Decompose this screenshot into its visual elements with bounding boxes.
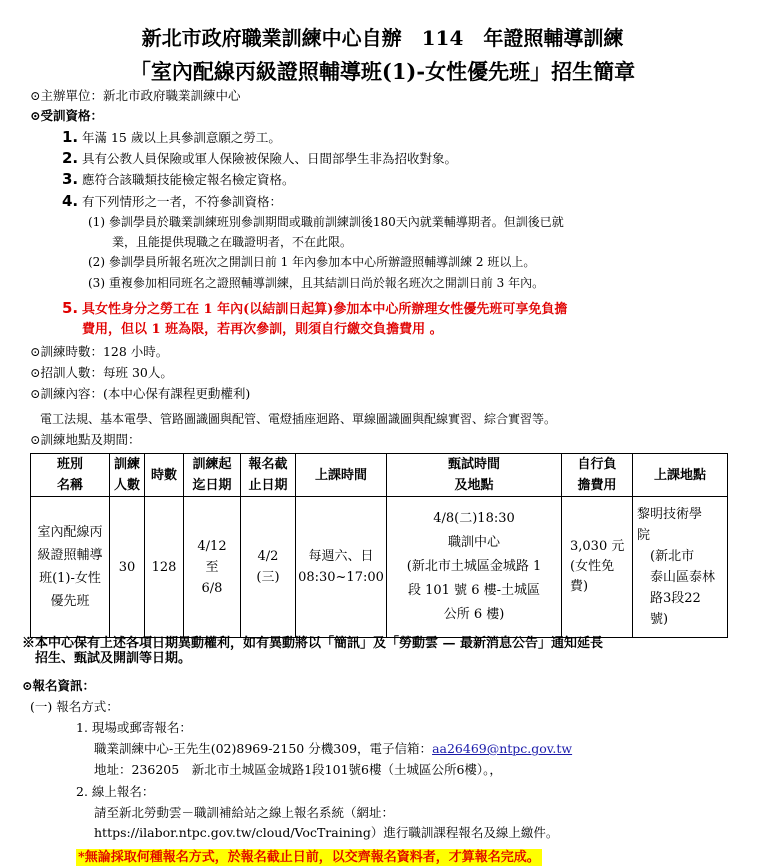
date-change-note-1: ※本中心保有上述各項日期異動權利，如有異動將以「簡訊」及「勞動雲 — 最新消息公告」通知延長 (22, 636, 604, 651)
cell-hours: 128 (145, 497, 184, 638)
eligibility-item-1 (62, 127, 281, 148)
item-number: 3. (62, 170, 79, 188)
location-heading: ⊙訓練地點及期間： (30, 432, 141, 447)
cell-people: 30 (110, 497, 145, 638)
registration-heading: ⊙報名資訊： (22, 678, 95, 693)
eligibility-item-2 (62, 148, 457, 169)
col-deadline: 報名截 止日期 (241, 454, 296, 497)
item-5-line-1: 具女性身分之勞工在 1 年內(以結訓日起算)參加本中心所辦理女性優先班可享免負擔 (82, 302, 568, 317)
item-text: 年滿 15 歲以上具參訓意願之勞工。 (82, 130, 281, 145)
col-people: 訓練 人數 (110, 454, 145, 497)
col-exam: 甄試時間 及地點 (387, 454, 562, 497)
item-number: 1. (62, 128, 79, 146)
online-url-line[interactable]: https://ilabor.ntpc.gov.tw/cloud/VocTraining）進行職訓課程報名及線上繳件。 (94, 825, 559, 840)
address-line: 地址：236205 新北市土城區金城路1段101號6樓（土城區公所6樓）。， (94, 762, 502, 777)
eligibility-item-5 (62, 298, 567, 320)
item-number: 4. (62, 192, 79, 210)
eligibility-item-3 (62, 169, 295, 190)
cell-fee: 3,030 元 (女性免 費) (562, 497, 633, 638)
item-5-line-2: 費用，但以 1 班為限，若再次參訓，則須自行繳交負擔費用 。 (82, 322, 443, 337)
item-number: 2. (62, 149, 79, 167)
sub-rule-1a: (1) 參訓學員於職業訓練班別參訓期間或職前訓練訓後180天內就業輔導期者。但訓後已就 (88, 215, 564, 229)
sub-rule-1b: 業，且能提供現職之在職證明者，不在此限。 (112, 235, 353, 249)
contact-text: 職業訓練中心-王先生(02)8969-2150 分機309，電子信箱： (94, 741, 433, 756)
col-class-time: 上課時間 (296, 454, 387, 497)
col-hours: 時數 (145, 454, 184, 497)
course-table (30, 453, 728, 638)
content-text: 電工法規、基本電學、管路圖識圖與配管、電燈插座迴路、單線圖識圖與配線實習、綜合實習等。 (40, 412, 557, 426)
eligibility-item-4 (62, 191, 282, 212)
online-line-1: 請至新北勞動雲－職訓補給站之線上報名系統（網址： (94, 805, 395, 820)
date-change-note-2: 招生、甄試及開訓等日期。 (22, 651, 192, 666)
item-text: 具有公教人員保險或軍人保險被保險人、日間部學生非為招收對象。 (82, 151, 458, 166)
cell-class-time: 每週六、日 08:30~17:00 (296, 497, 387, 638)
contact-line (94, 739, 572, 759)
sub-rule-2: (2) 參訓學員所報名班次之開訓日前 1 年內參加本中心所辦證照輔導訓練 2 班以上。 (88, 255, 536, 269)
training-hours: ⊙訓練時數：128 小時。 (30, 344, 169, 359)
eligibility-heading: ⊙受訓資格： (30, 108, 103, 123)
table-row (31, 497, 728, 638)
item-number: 5. (62, 299, 79, 317)
enrollment-count: ⊙招訓人數：每班 30人。 (30, 365, 173, 380)
col-class-name: 班別 名稱 (31, 454, 110, 497)
title-line-2: 「室內配線丙級證照輔導班(1)-女性優先班」招生簡章 (129, 59, 636, 84)
title-line-1: 新北市政府職業訓練中心自辦 114 年證照輔導訓練 (141, 26, 624, 50)
col-fee: 自行負 擔費用 (562, 454, 633, 497)
cell-exam: 4/8(二)18:30 職訓中心 (新北市土城區金城路 1 段 101 號 6 樓-土城區 公所 6 樓) (387, 497, 562, 638)
cell-class-name: 室內配線丙級證照輔導班(1)-女性優先班 (31, 497, 110, 638)
item-text: 應符合該職類技能檢定報名檢定資格。 (82, 172, 295, 187)
item-text: 有下列情形之一者，不符參訓資格： (82, 194, 283, 209)
cell-dates: 4/12 至 6/8 (184, 497, 241, 638)
col-dates: 訓練起 迄日期 (184, 454, 241, 497)
online-registration-title: 2. 線上報名： (76, 784, 155, 799)
col-place: 上課地點 (633, 454, 728, 497)
content-heading: ⊙訓練內容：(本中心保有課程更動權利) (30, 386, 251, 401)
registration-warning (76, 846, 542, 865)
onsite-registration-title: 1. 現場或郵寄報名： (76, 720, 192, 735)
cell-place: 黎明技術學 院 (新北市 泰山區泰林 路3段22 號) (633, 497, 728, 638)
email-link[interactable]: aa26469@ntpc.gov.tw (432, 741, 573, 756)
warning-text: *無論採取何種報名方式，於報名截止日前，以交齊報名資料者，才算報名完成。 (78, 850, 540, 865)
cell-deadline: 4/2 (三) (241, 497, 296, 638)
registration-method-heading: (一) 報名方式： (30, 699, 119, 714)
organizer: ⊙主辦單位：新北市政府職業訓練中心 (30, 88, 241, 103)
sub-rule-3: (3) 重複參加相同班名之證照輔導訓練，且其結訓日尚於報名班次之開訓日前 3 年內。 (88, 276, 545, 290)
table-header-row (31, 454, 728, 497)
